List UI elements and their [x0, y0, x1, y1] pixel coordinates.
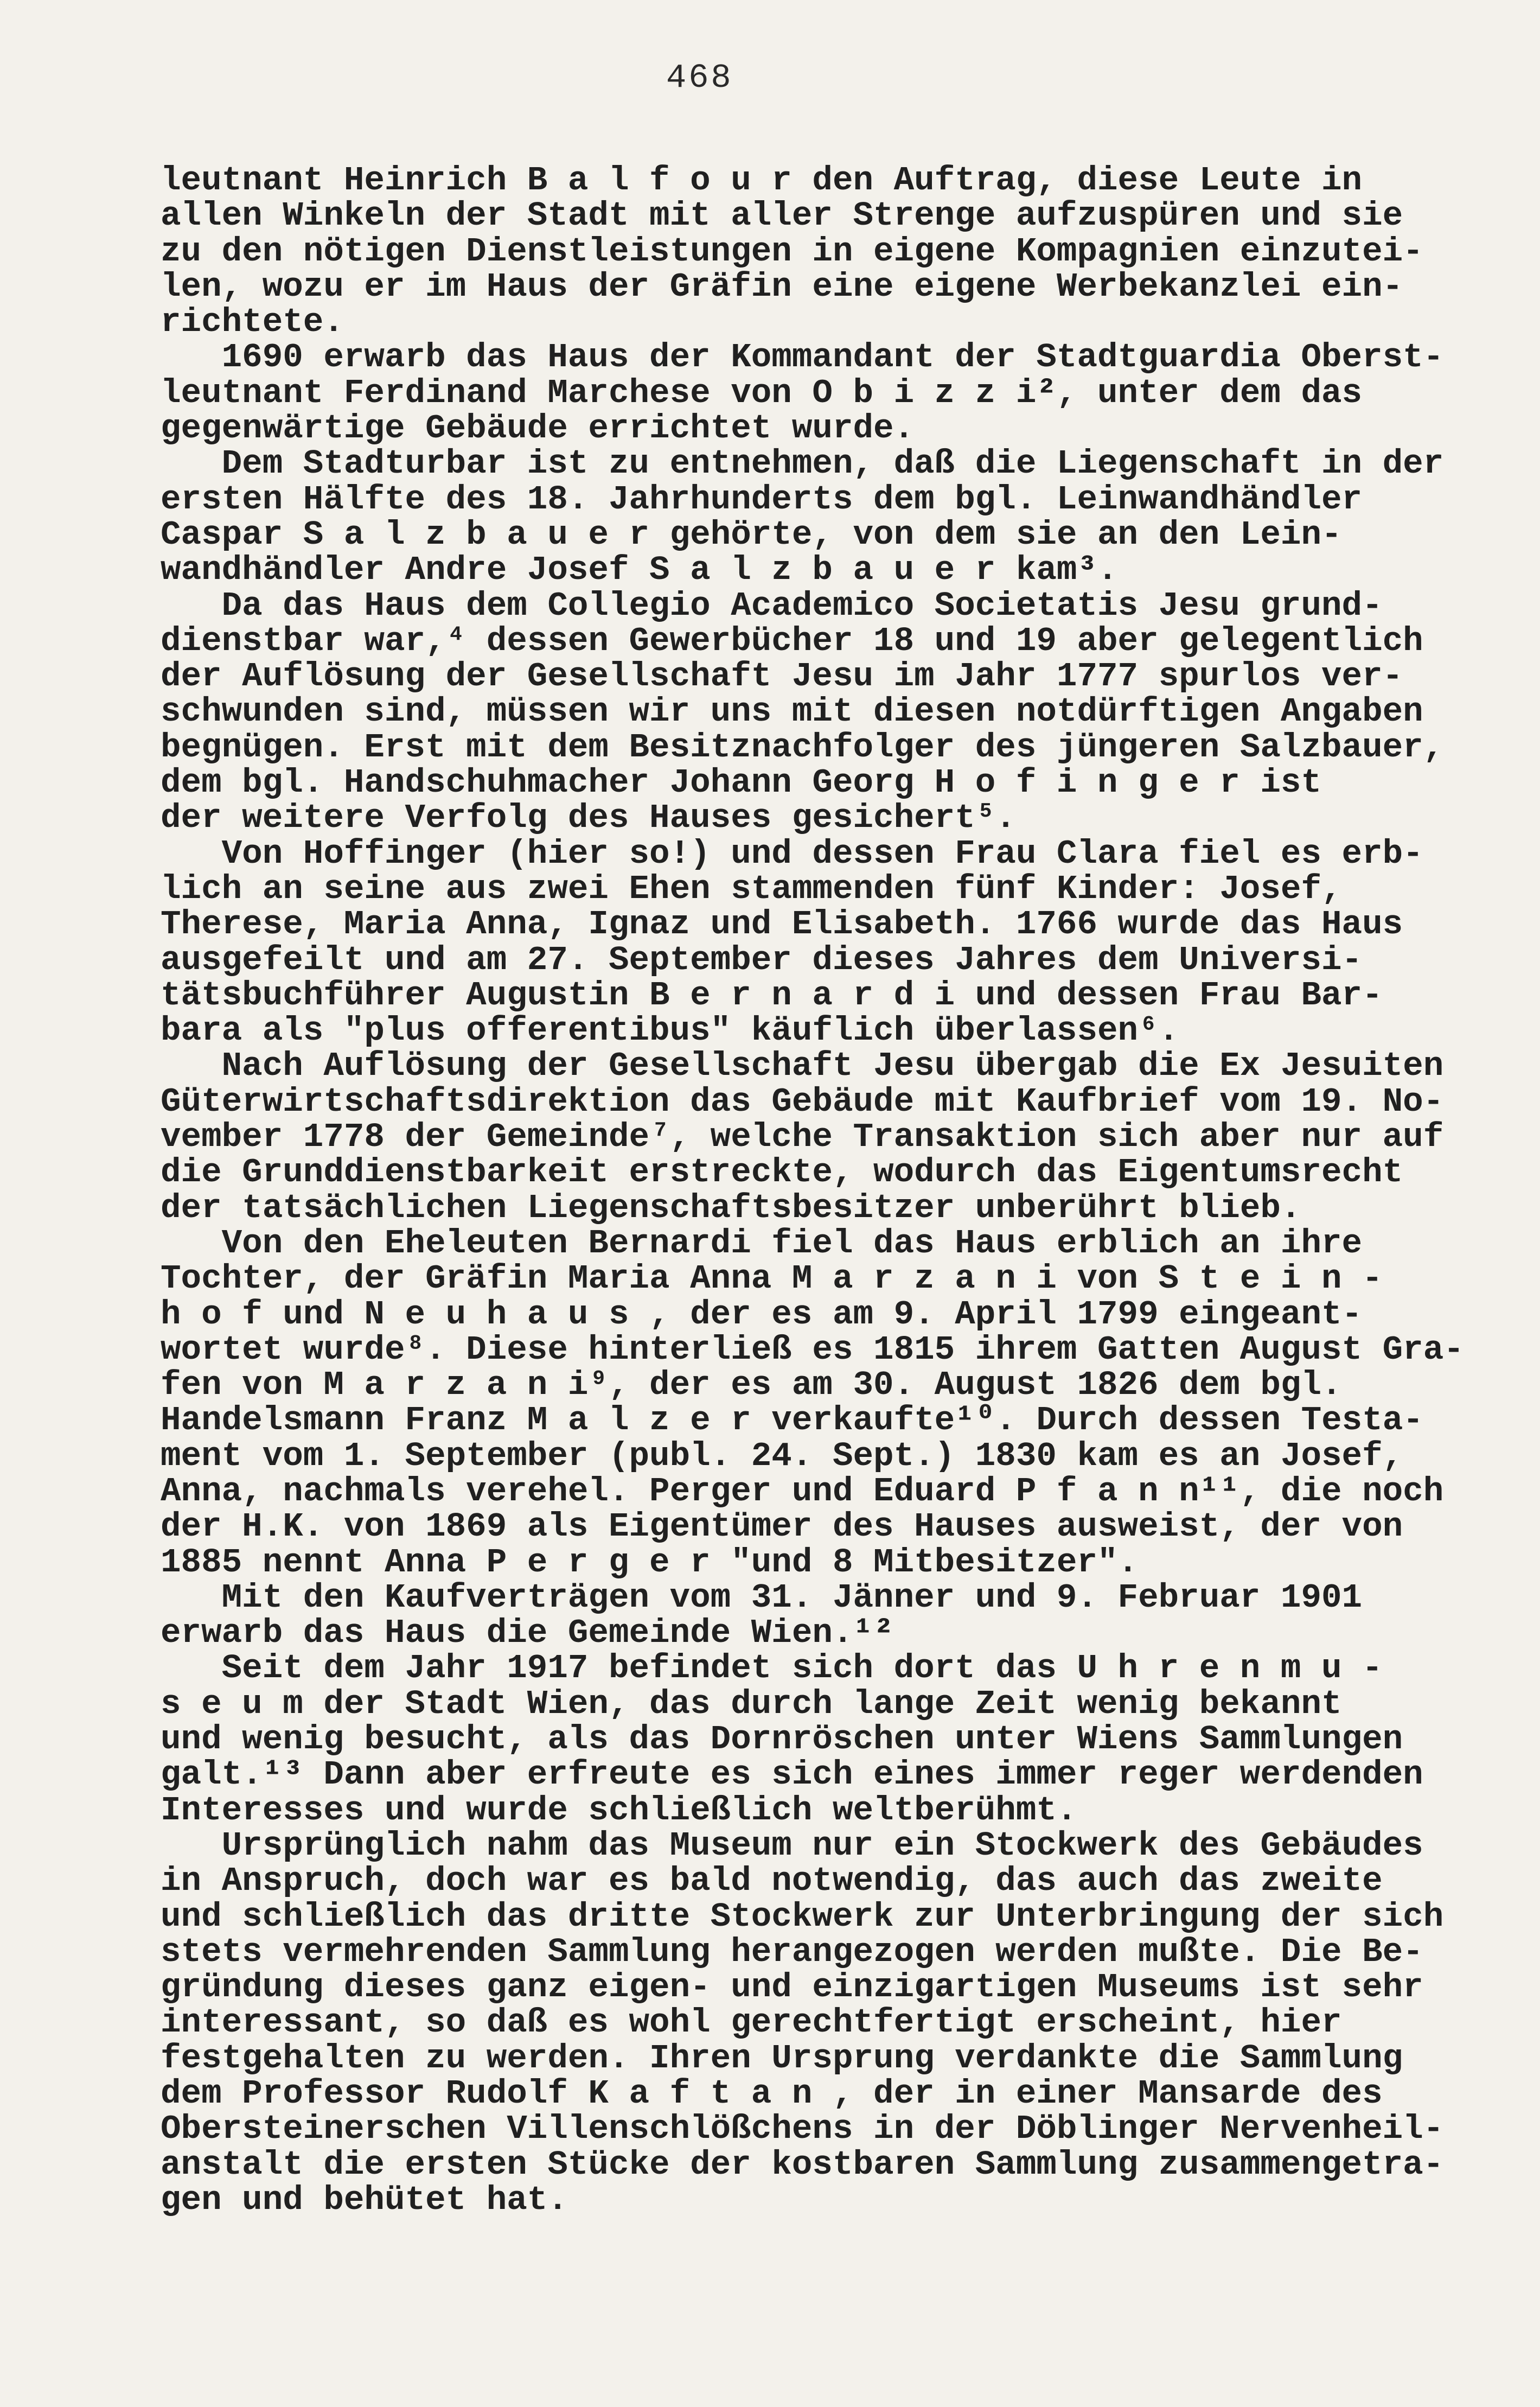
text-line: der Auflösung der Gesellschaft Jesu im Jahr 1777 spurlos ver-	[161, 657, 1403, 696]
text-line: s e u m der Stadt Wien, das durch lange Zeit wenig bekannt	[161, 1684, 1342, 1723]
text-line: leutnant Heinrich B a l f o u r den Auftrag, diese Leute in	[161, 161, 1363, 200]
text-line: und wenig besucht, als das Dornröschen unter Wiens Sammlungen	[161, 1720, 1403, 1759]
text-line: gründung dieses ganz eigen- und einzigartigen Museums ist sehr	[161, 1968, 1423, 2007]
text-line: leutnant Ferdinand Marchese von O b i z z i², unter dem das	[161, 373, 1363, 412]
text-line: Da das Haus dem Collegio Academico Societatis Jesu grund-	[161, 586, 1383, 625]
text-line: wandhändler Andre Josef S a l z b a u e r kam³.	[161, 551, 1118, 590]
text-line: lich an seine aus zwei Ehen stammenden fünf Kinder: Josef,	[161, 869, 1342, 908]
text-line: dem Professor Rudolf K a f t a n , der in einer Mansarde des	[161, 2074, 1383, 2113]
text-line: Anna, nachmals verehel. Perger und Eduard P f a n n¹¹, die noch	[161, 1472, 1444, 1511]
body-text	[161, 163, 1538, 2218]
text-line: der weitere Verfolg des Hauses gesichert⁵.	[161, 799, 1016, 838]
text-line: Ursprünglich nahm das Museum nur ein Stockwerk des Gebäudes	[161, 1826, 1423, 1865]
text-line: Nach Auflösung der Gesellschaft Jesu übergab die Ex Jesuiten	[161, 1047, 1444, 1086]
text-line: Caspar S a l z b a u e r gehörte, von dem sie an den Lein-	[161, 515, 1342, 554]
text-line: fen von M a r z a n i⁹, der es am 30. August 1826 dem bgl.	[161, 1366, 1342, 1405]
text-line: dienstbar war,⁴ dessen Gewerbücher 18 und 19 aber gelegentlich	[161, 621, 1423, 660]
text-line: die Grunddienstbarkeit erstreckte, wodurch das Eigentumsrecht	[161, 1153, 1403, 1192]
text-line: interessant, so daß es wohl gerechtfertigt erscheint, hier	[161, 2003, 1342, 2042]
text-line: 1690 erwarb das Haus der Kommandant der Stadtguardia Oberst-	[161, 338, 1444, 377]
text-line: vember 1778 der Gemeinde⁷, welche Transaktion sich aber nur auf	[161, 1118, 1444, 1157]
text-line: und schließlich das dritte Stockwerk zur Unterbringung der sich	[161, 1897, 1444, 1936]
text-line: Dem Stadturbar ist zu entnehmen, daß die Liegenschaft in der	[161, 444, 1444, 483]
text-line: anstalt die ersten Stücke der kostbaren Sammlung zusammengetra-	[161, 2145, 1444, 2184]
text-line: Handelsmann Franz M a l z e r verkaufte¹⁰. Durch dessen Testa-	[161, 1401, 1423, 1440]
text-line: der H.K. von 1869 als Eigentümer des Hauses ausweist, der von	[161, 1507, 1403, 1546]
text-line: Von Hoffinger (hier so!) und dessen Frau Clara fiel es erb-	[161, 834, 1423, 873]
page-number: 468	[666, 59, 733, 97]
text-line: Interesses und wurde schließlich weltberühmt.	[161, 1791, 1077, 1830]
text-line: gen und behütet hat.	[161, 2180, 568, 2219]
text-line: in Anspruch, doch war es bald notwendig, das auch das zweite	[161, 1862, 1383, 1901]
text-line: galt.¹³ Dann aber erfreute es sich eines immer reger werdenden	[161, 1755, 1423, 1794]
text-line: der tatsächlichen Liegenschaftsbesitzer unberührt blieb.	[161, 1188, 1301, 1227]
text-line: allen Winkeln der Stadt mit aller Strenge aufzuspüren und sie	[161, 196, 1403, 235]
text-line: ausgefeilt und am 27. September dieses Jahres dem Universi-	[161, 940, 1363, 979]
text-line: bara als "plus offerentibus" käuflich überlassen⁶.	[161, 1011, 1179, 1050]
text-line: erwarb das Haus die Gemeinde Wien.¹²	[161, 1614, 894, 1653]
text-line: zu den nötigen Dienstleistungen in eigene Kompagnien einzutei-	[161, 232, 1423, 271]
text-line: richtete.	[161, 303, 344, 342]
text-line: len, wozu er im Haus der Gräfin eine eigene Werbekanzlei ein-	[161, 267, 1403, 306]
text-line: Therese, Maria Anna, Ignaz und Elisabeth. 1766 wurde das Haus	[161, 905, 1403, 944]
text-line: tätsbuchführer Augustin B e r n a r d i und dessen Frau Bar-	[161, 976, 1383, 1015]
text-line: wortet wurde⁸. Diese hinterließ es 1815 ihrem Gatten August Gra-	[161, 1330, 1464, 1369]
text-line: Von den Eheleuten Bernardi fiel das Haus erblich an ihre	[161, 1224, 1363, 1263]
text-line: Mit den Kaufverträgen vom 31. Jänner und 9. Februar 1901	[161, 1578, 1363, 1617]
text-line: begnügen. Erst mit dem Besitznachfolger des jüngeren Salzbauer,	[161, 728, 1444, 767]
text-line: gegenwärtige Gebäude errichtet wurde.	[161, 409, 915, 448]
text-line: dem bgl. Handschuhmacher Johann Georg H o f i n g e r ist	[161, 763, 1321, 803]
text-line: stets vermehrenden Sammlung herangezogen werden mußte. Die Be-	[161, 1932, 1423, 1971]
text-line: Obersteinerschen Villenschlößchens in der Döblinger Nervenheil-	[161, 2110, 1444, 2149]
text-line: schwunden sind, müssen wir uns mit diesen notdürftigen Angaben	[161, 692, 1423, 731]
text-line: Tochter, der Gräfin Maria Anna M a r z a n i von S t e i n -	[161, 1259, 1383, 1298]
text-line: Seit dem Jahr 1917 befindet sich dort das U h r e n m u -	[161, 1649, 1383, 1688]
text-line: h o f und N e u h a u s , der es am 9. April 1799 eingeant-	[161, 1295, 1363, 1334]
text-line: Güterwirtschaftsdirektion das Gebäude mit Kaufbrief vom 19. No-	[161, 1082, 1444, 1121]
text-line: ment vom 1. September (publ. 24. Sept.) 1830 kam es an Josef,	[161, 1436, 1403, 1475]
text-line: 1885 nennt Anna P e r g e r "und 8 Mitbesitzer".	[161, 1543, 1139, 1582]
text-line: ersten Hälfte des 18. Jahrhunderts dem bgl. Leinwandhändler	[161, 480, 1363, 519]
text-line: festgehalten zu werden. Ihren Ursprung verdankte die Sammlung	[161, 2039, 1403, 2078]
